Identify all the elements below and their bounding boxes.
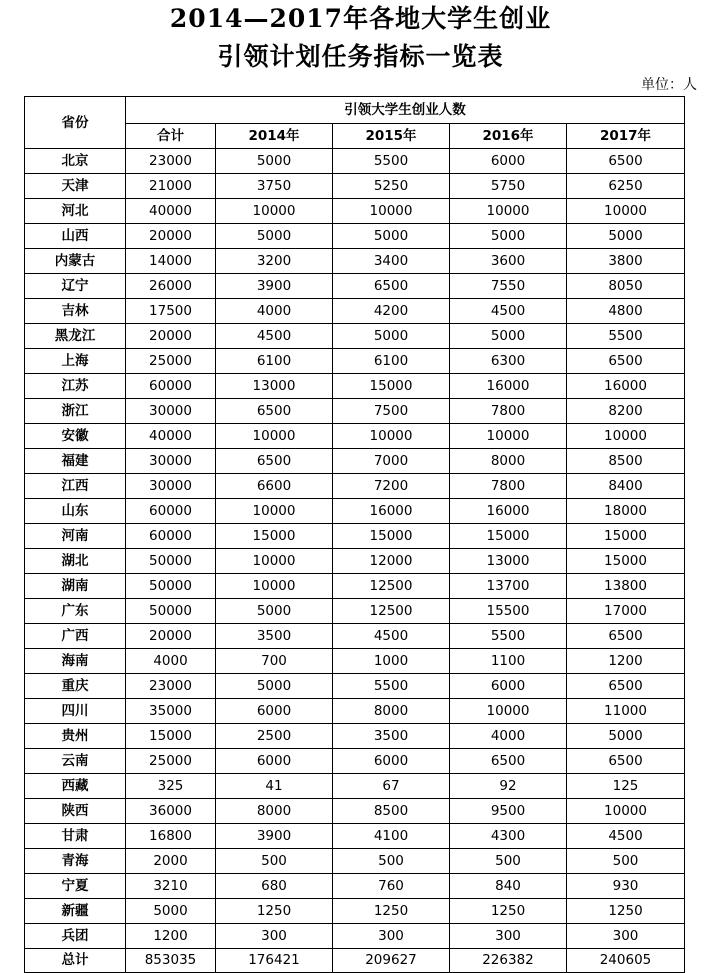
value-cell: 92 [450, 774, 567, 799]
value-cell: 50000 [126, 599, 216, 624]
value-cell: 500 [567, 849, 685, 874]
province-cell: 湖南 [25, 574, 126, 599]
value-cell: 40000 [126, 199, 216, 224]
value-cell: 325 [126, 774, 216, 799]
table-row [25, 249, 685, 274]
value-cell: 23000 [126, 149, 216, 174]
value-cell: 10000 [333, 424, 450, 449]
column-header-2017: 2017年 [567, 124, 685, 149]
table-row [25, 274, 685, 299]
value-cell: 13800 [567, 574, 685, 599]
value-cell: 10000 [567, 799, 685, 824]
table-row [25, 199, 685, 224]
value-cell: 6000 [216, 699, 333, 724]
value-cell: 30000 [126, 474, 216, 499]
total-row [25, 949, 685, 973]
value-cell: 60000 [126, 499, 216, 524]
table-row [25, 449, 685, 474]
value-cell: 4000 [216, 299, 333, 324]
value-cell: 6000 [450, 674, 567, 699]
value-cell: 6500 [567, 674, 685, 699]
value-cell: 700 [216, 649, 333, 674]
page-title-line-1: 2014—2017年各地大学生创业 [169, 4, 552, 33]
column-header-2016: 2016年 [450, 124, 567, 149]
value-cell: 15000 [450, 524, 567, 549]
value-cell: 15000 [333, 374, 450, 399]
value-cell: 5500 [450, 624, 567, 649]
value-cell: 16000 [450, 374, 567, 399]
province-cell: 湖北 [25, 549, 126, 574]
province-cell: 四川 [25, 699, 126, 724]
value-cell: 930 [567, 874, 685, 899]
value-cell: 15000 [567, 524, 685, 549]
table-row [25, 524, 685, 549]
value-cell: 5000 [450, 224, 567, 249]
value-cell: 6000 [450, 149, 567, 174]
value-cell: 3210 [126, 874, 216, 899]
value-cell: 8400 [567, 474, 685, 499]
province-cell: 江西 [25, 474, 126, 499]
value-cell: 5500 [333, 149, 450, 174]
value-cell: 67 [333, 774, 450, 799]
value-cell: 14000 [126, 249, 216, 274]
table-row [25, 374, 685, 399]
value-cell: 1250 [567, 899, 685, 924]
table-row [25, 774, 685, 799]
column-header-total: 合计 [126, 124, 216, 149]
value-cell: 3900 [216, 824, 333, 849]
province-cell: 新疆 [25, 899, 126, 924]
table-row [25, 699, 685, 724]
value-cell: 4100 [333, 824, 450, 849]
value-cell: 300 [450, 924, 567, 949]
value-cell: 5500 [567, 324, 685, 349]
value-cell: 6000 [216, 749, 333, 774]
province-cell: 青海 [25, 849, 126, 874]
province-cell: 山东 [25, 499, 126, 524]
value-cell: 4500 [333, 624, 450, 649]
value-cell: 41 [216, 774, 333, 799]
value-cell: 5000 [216, 149, 333, 174]
value-cell: 4800 [567, 299, 685, 324]
value-cell: 8200 [567, 399, 685, 424]
value-cell: 6500 [333, 274, 450, 299]
quota-table-body [25, 97, 685, 973]
value-cell: 3600 [450, 249, 567, 274]
value-cell: 5000 [333, 324, 450, 349]
value-cell: 2500 [216, 724, 333, 749]
value-cell: 13000 [216, 374, 333, 399]
value-cell: 500 [216, 849, 333, 874]
value-cell: 7200 [333, 474, 450, 499]
value-cell: 500 [333, 849, 450, 874]
value-cell: 6000 [333, 749, 450, 774]
value-cell: 3200 [216, 249, 333, 274]
value-cell: 4300 [450, 824, 567, 849]
value-cell: 4500 [216, 324, 333, 349]
table-row [25, 849, 685, 874]
value-cell: 500 [450, 849, 567, 874]
value-cell: 5000 [216, 224, 333, 249]
value-cell: 3400 [333, 249, 450, 274]
value-cell: 3750 [216, 174, 333, 199]
province-cell: 西藏 [25, 774, 126, 799]
table-row [25, 549, 685, 574]
province-cell: 云南 [25, 749, 126, 774]
table-row [25, 874, 685, 899]
value-cell: 1100 [450, 649, 567, 674]
value-cell: 16800 [126, 824, 216, 849]
value-cell: 8500 [567, 449, 685, 474]
value-cell: 21000 [126, 174, 216, 199]
value-cell: 5000 [567, 724, 685, 749]
value-cell: 6500 [450, 749, 567, 774]
value-cell: 6600 [216, 474, 333, 499]
value-cell: 5750 [450, 174, 567, 199]
province-cell: 河北 [25, 199, 126, 224]
value-cell: 10000 [216, 549, 333, 574]
table-row [25, 649, 685, 674]
value-cell: 5000 [333, 224, 450, 249]
value-cell: 13700 [450, 574, 567, 599]
value-cell: 20000 [126, 324, 216, 349]
value-cell: 5250 [333, 174, 450, 199]
value-cell: 18000 [567, 499, 685, 524]
value-cell: 3500 [216, 624, 333, 649]
value-cell: 840 [450, 874, 567, 899]
value-cell: 1200 [567, 649, 685, 674]
value-cell: 8000 [450, 449, 567, 474]
value-cell: 6250 [567, 174, 685, 199]
value-cell: 10000 [216, 199, 333, 224]
value-cell: 7800 [450, 399, 567, 424]
value-cell: 20000 [126, 224, 216, 249]
value-cell: 300 [333, 924, 450, 949]
value-cell: 4000 [450, 724, 567, 749]
table-row [25, 574, 685, 599]
value-cell: 10000 [216, 499, 333, 524]
province-cell: 辽宁 [25, 274, 126, 299]
table-row [25, 499, 685, 524]
value-cell: 15000 [216, 524, 333, 549]
table-row [25, 324, 685, 349]
province-cell: 宁夏 [25, 874, 126, 899]
value-cell: 2000 [126, 849, 216, 874]
province-cell: 山西 [25, 224, 126, 249]
value-cell: 15000 [126, 724, 216, 749]
province-cell: 广西 [25, 624, 126, 649]
province-cell: 重庆 [25, 674, 126, 699]
table-row [25, 349, 685, 374]
province-cell: 贵州 [25, 724, 126, 749]
province-cell: 河南 [25, 524, 126, 549]
value-cell: 10000 [333, 199, 450, 224]
value-cell: 60000 [126, 524, 216, 549]
table-row [25, 624, 685, 649]
unit-label: 单位：人 [641, 77, 697, 93]
province-cell: 北京 [25, 149, 126, 174]
table-row [25, 424, 685, 449]
value-cell: 10000 [567, 424, 685, 449]
value-cell: 60000 [126, 374, 216, 399]
value-cell: 6500 [567, 149, 685, 174]
province-cell: 海南 [25, 649, 126, 674]
value-cell: 5000 [216, 674, 333, 699]
value-cell: 15500 [450, 599, 567, 624]
value-cell: 7000 [333, 449, 450, 474]
province-cell: 内蒙古 [25, 249, 126, 274]
province-cell: 吉林 [25, 299, 126, 324]
value-cell: 8000 [333, 699, 450, 724]
province-cell: 浙江 [25, 399, 126, 424]
table-row [25, 299, 685, 324]
value-cell: 6100 [216, 349, 333, 374]
value-cell: 50000 [126, 549, 216, 574]
value-cell: 40000 [126, 424, 216, 449]
value-cell: 6300 [450, 349, 567, 374]
value-cell: 12500 [333, 599, 450, 624]
value-cell: 13000 [450, 549, 567, 574]
total-label: 总计 [25, 949, 126, 973]
value-cell: 6500 [567, 349, 685, 374]
province-cell: 兵团 [25, 924, 126, 949]
quota-table [24, 96, 685, 973]
value-cell: 7800 [450, 474, 567, 499]
province-cell: 江苏 [25, 374, 126, 399]
value-cell: 6500 [567, 749, 685, 774]
table-row [25, 799, 685, 824]
table-row [25, 724, 685, 749]
column-header-2014: 2014年 [216, 124, 333, 149]
value-cell: 7500 [333, 399, 450, 424]
value-cell: 1250 [333, 899, 450, 924]
value-cell: 300 [567, 924, 685, 949]
value-cell: 4500 [567, 824, 685, 849]
province-cell: 甘肃 [25, 824, 126, 849]
total-value-cell: 176421 [216, 949, 333, 973]
value-cell: 9500 [450, 799, 567, 824]
value-cell: 125 [567, 774, 685, 799]
value-cell: 760 [333, 874, 450, 899]
value-cell: 10000 [216, 574, 333, 599]
value-cell: 10000 [450, 424, 567, 449]
value-cell: 5500 [333, 674, 450, 699]
value-cell: 1250 [450, 899, 567, 924]
value-cell: 300 [216, 924, 333, 949]
value-cell: 5000 [567, 224, 685, 249]
value-cell: 5000 [216, 599, 333, 624]
value-cell: 15000 [333, 524, 450, 549]
group-header: 引领大学生创业人数 [126, 97, 685, 124]
value-cell: 50000 [126, 574, 216, 599]
value-cell: 8050 [567, 274, 685, 299]
value-cell: 16000 [333, 499, 450, 524]
table-row [25, 924, 685, 949]
value-cell: 6500 [567, 624, 685, 649]
total-value-cell: 240605 [567, 949, 685, 973]
value-cell: 26000 [126, 274, 216, 299]
table-row [25, 749, 685, 774]
value-cell: 10000 [567, 199, 685, 224]
value-cell: 6100 [333, 349, 450, 374]
value-cell: 11000 [567, 699, 685, 724]
column-header-2015: 2015年 [333, 124, 450, 149]
value-cell: 6500 [216, 399, 333, 424]
total-value-cell: 209627 [333, 949, 450, 973]
value-cell: 12000 [333, 549, 450, 574]
value-cell: 10000 [450, 699, 567, 724]
value-cell: 4200 [333, 299, 450, 324]
value-cell: 3800 [567, 249, 685, 274]
table-row [25, 174, 685, 199]
value-cell: 1250 [216, 899, 333, 924]
value-cell: 10000 [450, 199, 567, 224]
value-cell: 20000 [126, 624, 216, 649]
value-cell: 23000 [126, 674, 216, 699]
province-cell: 天津 [25, 174, 126, 199]
province-cell: 广东 [25, 599, 126, 624]
value-cell: 680 [216, 874, 333, 899]
value-cell: 25000 [126, 749, 216, 774]
value-cell: 16000 [450, 499, 567, 524]
value-cell: 6500 [216, 449, 333, 474]
value-cell: 4000 [126, 649, 216, 674]
value-cell: 36000 [126, 799, 216, 824]
value-cell: 35000 [126, 699, 216, 724]
page-title-line-2: 引领计划任务指标一览表 [217, 42, 504, 71]
province-cell: 上海 [25, 349, 126, 374]
value-cell: 30000 [126, 449, 216, 474]
value-cell: 5000 [450, 324, 567, 349]
value-cell: 3900 [216, 274, 333, 299]
value-cell: 8500 [333, 799, 450, 824]
total-value-cell: 226382 [450, 949, 567, 973]
value-cell: 1000 [333, 649, 450, 674]
province-cell: 陕西 [25, 799, 126, 824]
province-cell: 安徽 [25, 424, 126, 449]
table-row [25, 474, 685, 499]
value-cell: 25000 [126, 349, 216, 374]
value-cell: 12500 [333, 574, 450, 599]
value-cell: 15000 [567, 549, 685, 574]
value-cell: 16000 [567, 374, 685, 399]
table-row [25, 674, 685, 699]
table-row [25, 824, 685, 849]
province-header: 省份 [25, 97, 126, 149]
header-row-1 [25, 97, 685, 124]
value-cell: 4500 [450, 299, 567, 324]
value-cell: 10000 [216, 424, 333, 449]
table-row [25, 899, 685, 924]
table-row [25, 599, 685, 624]
value-cell: 5000 [126, 899, 216, 924]
value-cell: 30000 [126, 399, 216, 424]
value-cell: 17500 [126, 299, 216, 324]
table-row [25, 224, 685, 249]
value-cell: 3500 [333, 724, 450, 749]
value-cell: 8000 [216, 799, 333, 824]
value-cell: 17000 [567, 599, 685, 624]
value-cell: 7550 [450, 274, 567, 299]
table-row [25, 149, 685, 174]
value-cell: 1200 [126, 924, 216, 949]
total-value-cell: 853035 [126, 949, 216, 973]
table-row [25, 399, 685, 424]
province-cell: 黑龙江 [25, 324, 126, 349]
province-cell: 福建 [25, 449, 126, 474]
